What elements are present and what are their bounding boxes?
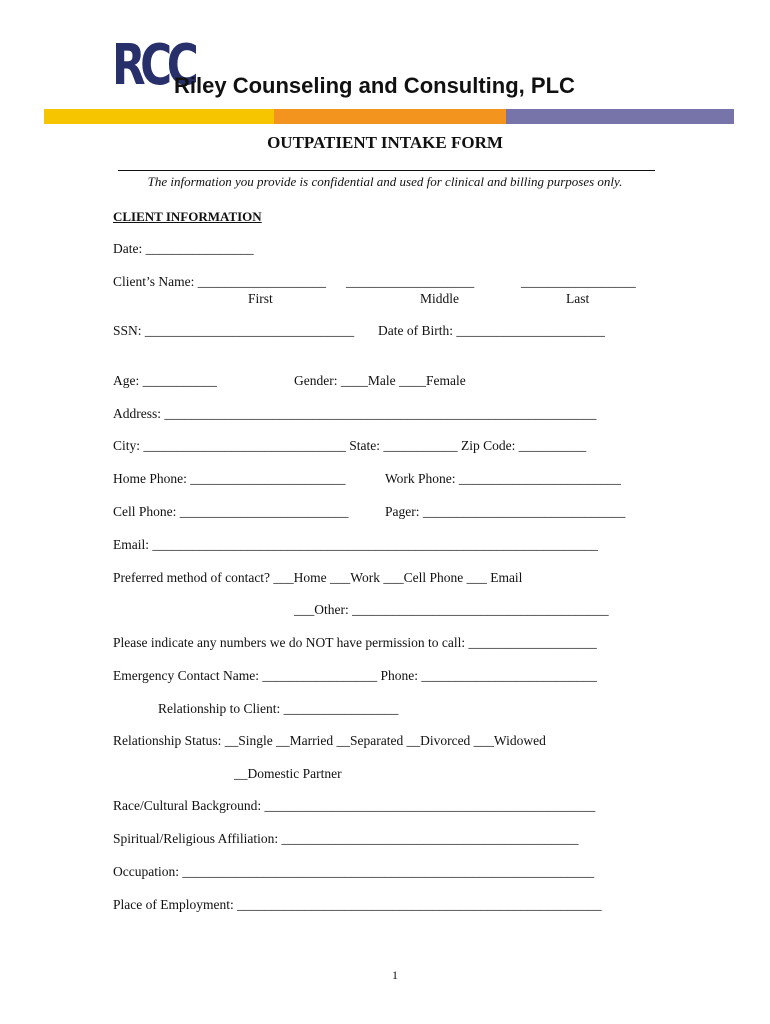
company-name: Riley Counseling and Consulting, PLC	[174, 73, 575, 98]
preferred-contact-field[interactable]: Preferred method of contact? ___Home ___Work ___Cell Phone ___ Email	[113, 570, 523, 585]
cell-phone-field[interactable]: Cell Phone: _________________________	[113, 504, 349, 519]
email-field[interactable]: Email: __________________________________________________________________	[113, 537, 598, 552]
date-of-birth-field[interactable]: Date of Birth: ______________________	[378, 323, 605, 338]
section-client-information: CLIENT INFORMATION	[113, 209, 262, 224]
confidentiality-notice: The information you provide is confidential and used for clinical and billing purposes only.	[147, 174, 623, 189]
pager-field[interactable]: Pager: ______________________________	[385, 504, 626, 519]
title-rule	[118, 170, 655, 171]
last-name-label: Last	[566, 291, 590, 306]
date-field[interactable]: Date: ________________	[113, 241, 254, 256]
relationship-status-field[interactable]: Relationship Status: __Single __Married __Separated __Divorced ___Widowed	[113, 733, 546, 748]
city-state-zip-field[interactable]: City: ______________________________ State: ___________ Zip Code: __________	[113, 438, 587, 453]
rcc-logo: RCC	[112, 33, 194, 98]
client-middle-name-line[interactable]: ___________________	[346, 274, 475, 289]
page-number: 1	[392, 968, 398, 982]
middle-name-label: Middle	[420, 291, 459, 306]
preferred-contact-other-field[interactable]: ___Other: ______________________________________	[294, 602, 609, 617]
domestic-partner-option[interactable]: __Domestic Partner	[234, 766, 342, 781]
address-field[interactable]: Address: ________________________________________________________________	[113, 406, 597, 421]
header-bar-purple	[506, 109, 734, 124]
header-bar-orange	[274, 109, 506, 124]
gender-field[interactable]: Gender: ____Male ____Female	[294, 373, 466, 388]
spiritual-affiliation-field[interactable]: Spiritual/Religious Affiliation: ____________________________________________	[113, 831, 579, 846]
no-permission-numbers-field[interactable]: Please indicate any numbers we do NOT have permission to call: ___________________	[113, 635, 597, 650]
place-of-employment-field[interactable]: Place of Employment: ______________________________________________________	[113, 897, 602, 912]
emergency-contact-field[interactable]: Emergency Contact Name: _________________ Phone: __________________________	[113, 668, 597, 683]
race-cultural-background-field[interactable]: Race/Cultural Background: _________________________________________________	[113, 798, 596, 813]
age-field[interactable]: Age: ___________	[113, 373, 217, 388]
first-name-label: First	[248, 291, 273, 306]
header-bar-yellow	[44, 109, 274, 124]
relationship-to-client-field[interactable]: Relationship to Client: _________________	[158, 701, 399, 716]
work-phone-field[interactable]: Work Phone: ________________________	[385, 471, 621, 486]
client-last-name-line[interactable]: _________________	[521, 274, 636, 289]
form-title: OUTPATIENT INTAKE FORM	[267, 133, 503, 152]
occupation-field[interactable]: Occupation: _____________________________________________________________	[113, 864, 595, 879]
home-phone-field[interactable]: Home Phone: _______________________	[113, 471, 346, 486]
ssn-field[interactable]: SSN: _______________________________	[113, 323, 355, 338]
client-name-field[interactable]: Client’s Name: ___________________	[113, 274, 326, 289]
